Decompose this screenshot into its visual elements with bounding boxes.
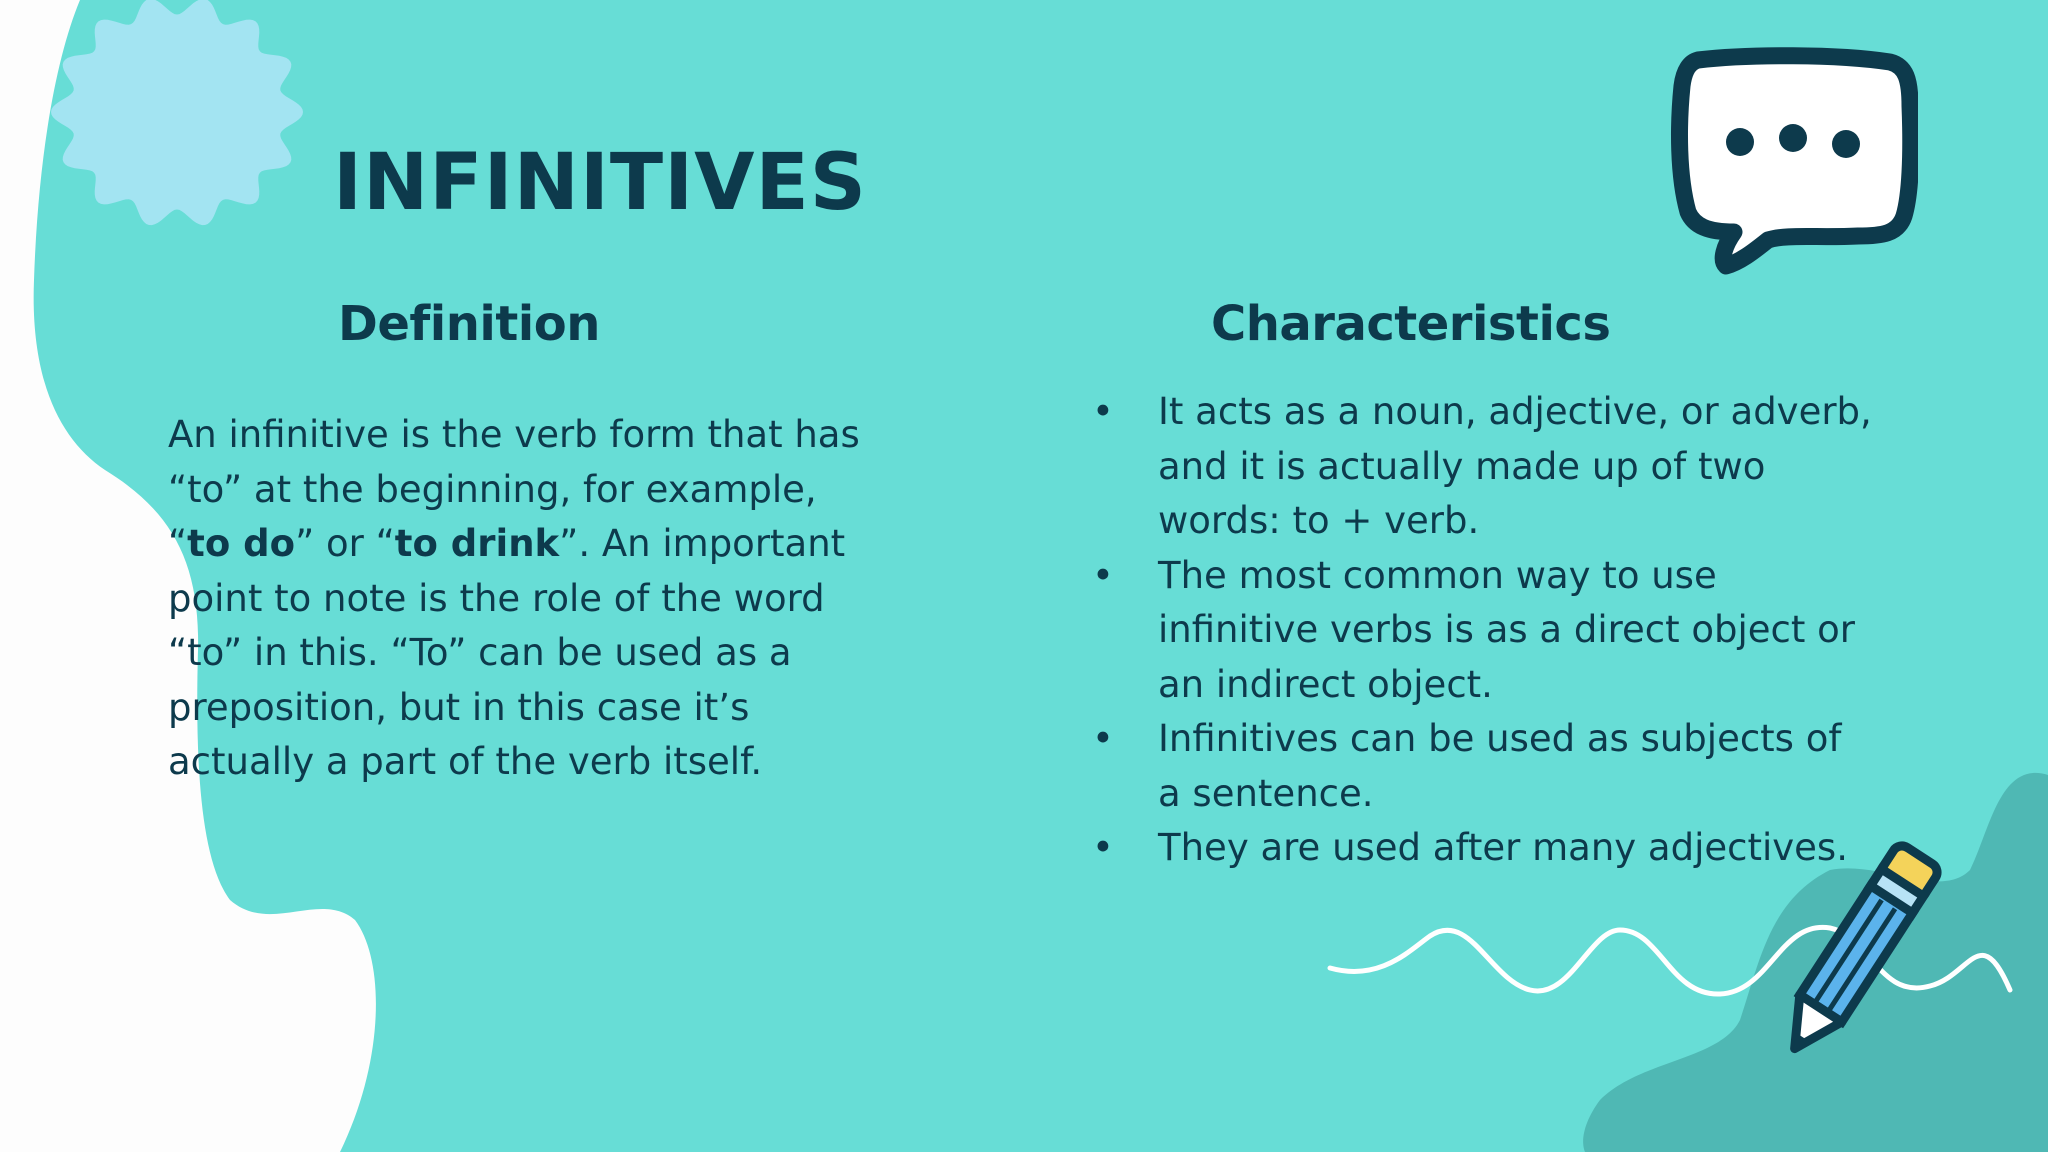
- definition-text-part3: ”. An important point to note is the role of the word “to” in this. “To” can be used as a preposition, but in this case it’s actually a part of the verb itself.: [168, 522, 846, 783]
- characteristic-text: The most common way to use infinitive verbs is as a direct object or an indirect object.: [1158, 553, 1856, 706]
- characteristic-text: It acts as a noun, adjective, or adverb, and it is actually made up of two words: to + verb.: [1158, 390, 1872, 542]
- bullet-icon: •: [1092, 553, 1114, 597]
- slide-title: INFINITIVES: [333, 138, 867, 228]
- characteristics-list: [1092, 385, 1872, 876]
- example-to-drink: to drink: [394, 522, 560, 565]
- wavy-badge-icon: [38, 0, 316, 240]
- bullet-icon: •: [1092, 390, 1114, 433]
- characteristic-text: They are used after many adjectives.: [1158, 826, 1848, 869]
- definition-text: [168, 408, 868, 790]
- characteristic-item: [1092, 712, 1872, 821]
- speech-bubble-icon: [1668, 46, 1918, 276]
- characteristic-text: Infinitives can be used as subjects of a sentence.: [1158, 717, 1842, 815]
- definition-heading: Definition: [338, 296, 600, 352]
- example-to-do: to do: [187, 522, 296, 565]
- bullet-icon: •: [1092, 717, 1114, 760]
- characteristic-item: [1092, 549, 1872, 713]
- characteristic-item: [1092, 821, 1872, 876]
- characteristics-heading: Characteristics: [1211, 296, 1611, 352]
- definition-text-part1: An infinitive is the verb form that has “to” at the beginning, for example, “: [168, 413, 860, 565]
- bullet-icon: •: [1092, 826, 1114, 869]
- definition-text-part2: ” or “: [295, 522, 395, 565]
- characteristic-item: [1092, 385, 1872, 549]
